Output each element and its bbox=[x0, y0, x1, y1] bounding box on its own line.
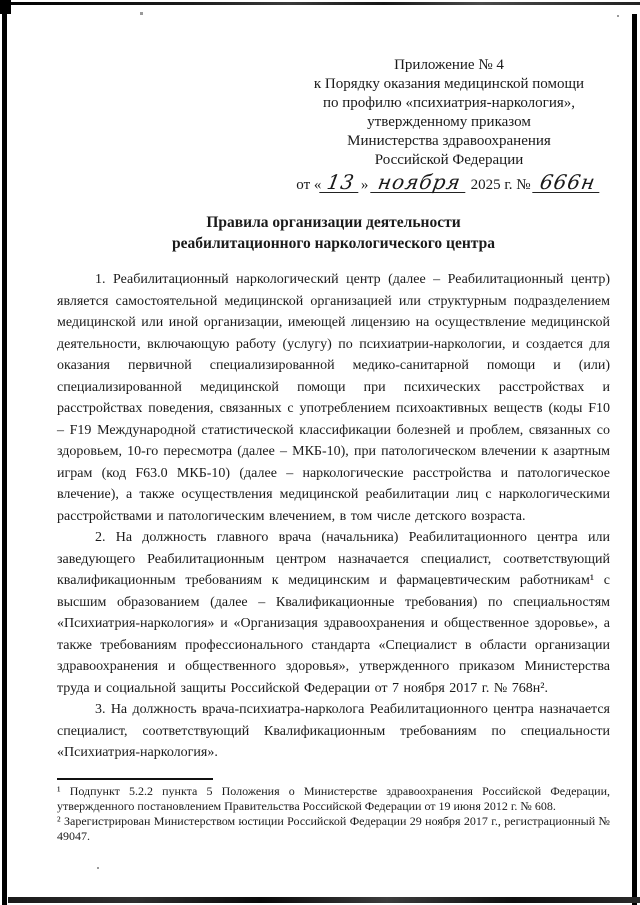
date-close-quote: » bbox=[360, 177, 369, 193]
header-line: Министерства здравоохранения bbox=[347, 133, 551, 149]
scan-border-bottom bbox=[8, 897, 640, 903]
header-line: по профилю «психиатрия-наркология», bbox=[323, 95, 575, 111]
handwritten-month: ноября bbox=[370, 173, 468, 193]
date-year-number-sign: 2025 г. № bbox=[470, 177, 531, 193]
header-line: к Порядку оказания медицинской помощи bbox=[313, 76, 585, 92]
document-title-line-2: реабилитационного наркологического центра bbox=[172, 235, 495, 252]
paragraph-2: 2. На должность главного врача (начальника) Реабилитационного центра или заведующего Реабилитационным центром назначается специалист, соответствующий квалификационным требованиям к медицинским и фармацевтическим работникам¹ с высшим образованием (далее – Квалификационные требования) по специальностям «Психиатрия-наркология» и «Организация здравоохранения и общественное здоровье», а также требованиям профессионального стандарта «Специалист в области организации здравоохранения и общественного здоровья», утвержденного приказом Министерства труда и социальной защиты Российской Федерации от 7 ноября 2017 г. № 768н². bbox=[57, 530, 610, 696]
document-title bbox=[57, 212, 610, 254]
scan-speck bbox=[97, 867, 99, 869]
footnote-2: ² Зарегистрирован Министерством юстиции Российской Федерации 29 ноября 2017 г., регистрационный № 49047. bbox=[57, 813, 610, 843]
paragraph-3: 3. На должность врача-психиатра-нарколога Реабилитационного центра назначается специалист, соответствующий Квалификационным требованиям по специальности «Психиатрия-наркология». bbox=[57, 702, 610, 760]
header-line-appendix-number: Приложение № 4 bbox=[394, 57, 504, 73]
paragraph-1: 1. Реабилитационный наркологический центр (далее – Реабилитационный центр) является самостоятельной медицинской организацией или структурным подразделением медицинской или иной организации, имеющей лицензию на осуществление медицинской деятельности, включающую работу (услугу) по психиатрии-наркологии, и создается для оказания первичной специализированной медико-санитарной помощи и (или) специализированной медицинской помощи при психических расстройствах и расстройствах поведения, связанных с употреблением психоактивных веществ (коды F10 – F19 Международной статистической классификации болезней и проблем, связанных со здоровьем, 10-го пересмотра (далее – МКБ-10), при патологическом влечении к азартным играм (код F63.0 МКБ-10) (далее – наркологические расстройства и патологическое влечение), а также осуществления медицинской реабилитации лиц с наркологическими расстройствами и патологическим влечением, в том числе детского возраста. bbox=[57, 272, 610, 524]
footnote-1: ¹ Подпункт 5.2.2 пункта 5 Положения о Министерстве здравоохранения Российской Федерации, утвержденного постановлением Правительства Российской Федерации от 19 июня 2012 г. № 608. bbox=[57, 783, 610, 813]
handwritten-day: 13 bbox=[320, 173, 363, 193]
header-line: утвержденному приказом bbox=[367, 114, 531, 130]
handwritten-order-number: 666н bbox=[533, 173, 604, 193]
date-prefix: от « bbox=[296, 177, 322, 193]
footnotes-section bbox=[57, 778, 610, 844]
approval-date-line bbox=[288, 170, 610, 195]
header-line: Российской Федерации bbox=[374, 152, 524, 168]
document-title-line-1: Правила организации деятельности bbox=[206, 214, 461, 231]
document-body bbox=[57, 269, 610, 764]
approval-header bbox=[288, 56, 610, 195]
footnote-separator-rule bbox=[57, 778, 213, 780]
